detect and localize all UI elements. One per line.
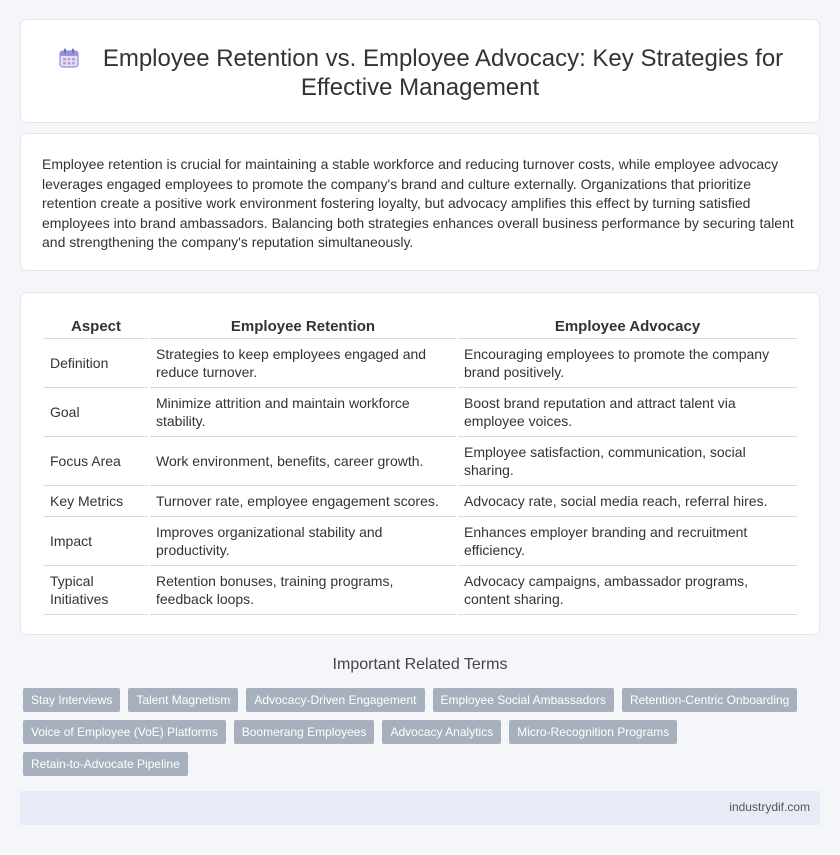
footer: [20, 791, 820, 825]
row-retention: Improves organizational stability and productivity.: [150, 517, 456, 566]
related-term-tag[interactable]: Advocacy Analytics: [382, 720, 501, 744]
row-advocacy: Advocacy rate, social media reach, referral hires.: [458, 486, 797, 517]
intro-card: [20, 133, 820, 271]
related-term-tag[interactable]: Boomerang Employees: [234, 720, 375, 744]
table-row: [44, 517, 797, 566]
table-row: [44, 388, 797, 437]
related-term-tag[interactable]: Advocacy-Driven Engagement: [246, 688, 424, 712]
row-aspect: Definition: [44, 339, 148, 388]
page-title: [21, 44, 819, 102]
related-term-tag[interactable]: Employee Social Ambassadors: [433, 688, 614, 712]
header-advocacy: Employee Advocacy: [458, 315, 797, 339]
row-retention: Retention bonuses, training programs, feedback loops.: [150, 566, 456, 615]
row-advocacy: Encouraging employees to promote the company brand positively.: [458, 339, 797, 388]
row-retention: Minimize attrition and maintain workforce stability.: [150, 388, 456, 437]
row-aspect: Impact: [44, 517, 148, 566]
table-row: [44, 566, 797, 615]
row-aspect: Focus Area: [44, 437, 148, 486]
related-terms-title: Important Related Terms: [332, 656, 508, 673]
comparison-card: [20, 292, 820, 635]
related-term-tag[interactable]: Voice of Employee (VoE) Platforms: [23, 720, 226, 744]
row-retention: Work environment, benefits, career growth.: [150, 437, 456, 486]
footer-site-link[interactable]: industrydif.com: [729, 800, 810, 814]
row-retention: Turnover rate, employee engagement scores.: [150, 486, 456, 517]
row-retention: Strategies to keep employees engaged and reduce turnover.: [150, 339, 456, 388]
table-row: [44, 486, 797, 517]
row-advocacy: Advocacy campaigns, ambassador programs, content sharing.: [458, 566, 797, 615]
header-retention: Employee Retention: [150, 315, 456, 339]
calendar-icon: [57, 46, 81, 70]
related-term-tag[interactable]: Stay Interviews: [23, 688, 120, 712]
row-advocacy: Boost brand reputation and attract talent via employee voices.: [458, 388, 797, 437]
row-advocacy: Enhances employer branding and recruitment efficiency.: [458, 517, 797, 566]
row-aspect: Typical Initiatives: [44, 566, 148, 615]
table-row: [44, 339, 797, 388]
table-row: [44, 437, 797, 486]
row-advocacy: Employee satisfaction, communication, social sharing.: [458, 437, 797, 486]
related-term-tag[interactable]: Micro-Recognition Programs: [509, 720, 677, 744]
comparison-table: [42, 315, 799, 615]
related-term-tag[interactable]: Retain-to-Advocate Pipeline: [23, 752, 188, 776]
title-card: [20, 19, 820, 123]
related-term-tag[interactable]: Talent Magnetism: [128, 688, 238, 712]
related-terms-list: [23, 688, 803, 776]
intro-paragraph: Employee retention is crucial for maintaining a stable workforce and reducing turnover costs, while employee advocacy leverages engaged employees to promote the company's brand and culture externally. Organizations that prioritize retention create a positive work environment fostering loyalty, but advocacy amplifies this effect by turning satisfied employees into brand ambassadors. Balancing both strategies enhances overall business performance by securing talent and strengthening the company's reputation simultaneously.: [42, 156, 794, 250]
page-title-text: Employee Retention vs. Employee Advocacy: Key Strategies for Effective Management: [102, 45, 784, 101]
row-aspect: Goal: [44, 388, 148, 437]
row-aspect: Key Metrics: [44, 486, 148, 517]
header-aspect: Aspect: [44, 315, 148, 339]
related-term-tag[interactable]: Retention-Centric Onboarding: [622, 688, 797, 712]
